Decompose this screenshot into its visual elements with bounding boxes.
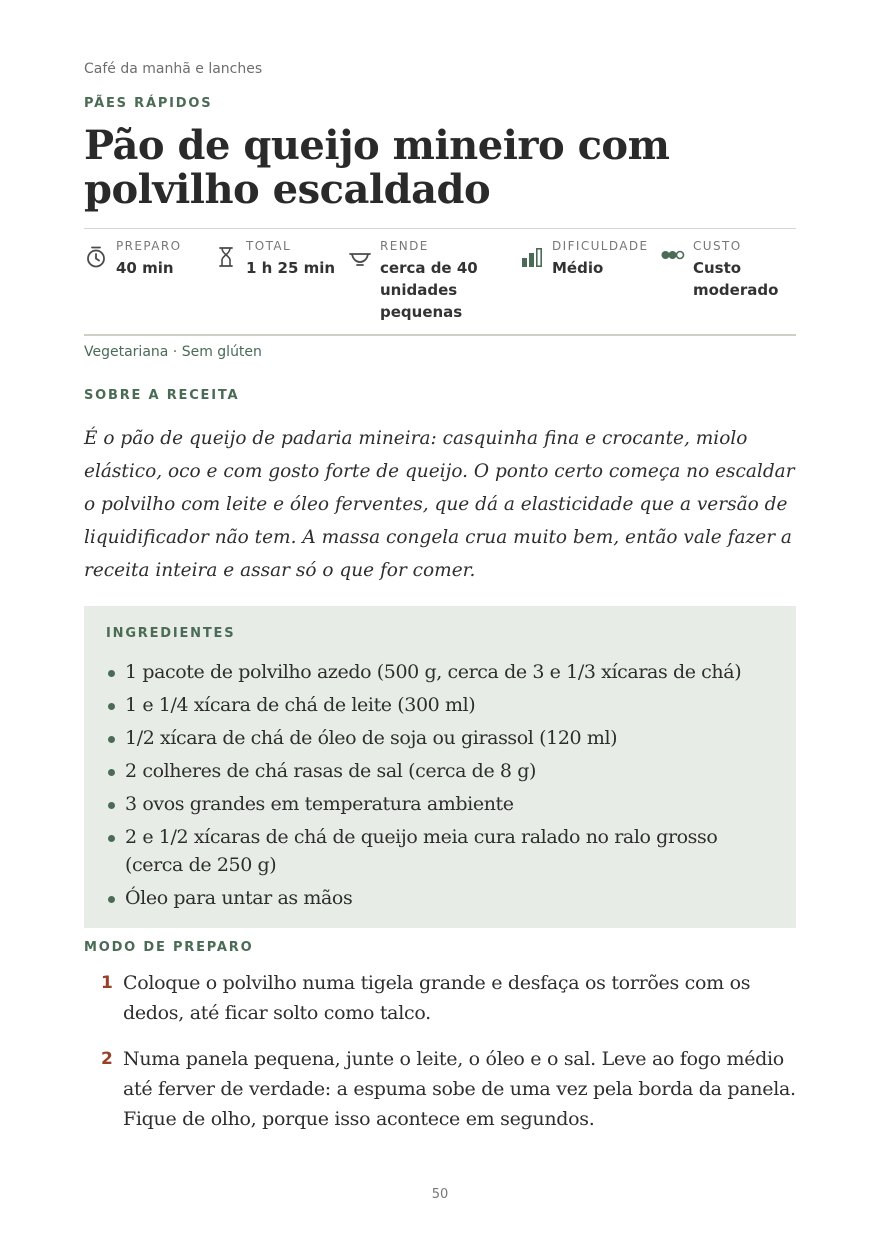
diet-tags: Vegetariana · Sem glúten (84, 344, 262, 360)
meta-label: RENDE (380, 239, 429, 253)
bullet (108, 736, 115, 743)
method-step (84, 968, 796, 1028)
ingredients-box (84, 606, 796, 928)
ingredient-text: 3 ovos grandes em temperatura ambiente (125, 793, 514, 815)
page-number: 50 (431, 1187, 449, 1202)
ingredient-item (106, 757, 778, 785)
bowl-icon (348, 245, 372, 269)
bullet (108, 802, 115, 809)
method-steps (84, 968, 796, 1150)
ingredients-heading: INGREDIENTES (106, 626, 236, 641)
recipe-meta-bar (84, 228, 796, 336)
ingredient-item (106, 691, 778, 719)
recipe-title: Pão de queijo mineiro com polvilho escaldado (84, 122, 670, 213)
method-heading: MODO DE PREPARO (84, 940, 254, 955)
bullet (108, 835, 115, 842)
meta-value: Custo moderado (693, 259, 779, 299)
ingredient-item (106, 823, 778, 879)
step-text: Coloque o polvilho numa tigela grande e desfaça os torrões com os dedos, até ficar solto como talco. (123, 972, 751, 1024)
step-number: 2 (101, 1049, 113, 1069)
bullet (108, 896, 115, 903)
about-heading: SOBRE A RECEITA (84, 388, 240, 403)
ingredient-text: 2 colheres de chá rasas de sal (cerca de 8 g) (125, 760, 537, 782)
hourglass-icon (214, 245, 238, 269)
meta-label: PREPARO (116, 239, 182, 253)
ingredient-text: 1/2 xícara de chá de óleo de soja ou girassol (120 ml) (125, 727, 618, 749)
ingredient-item (106, 884, 778, 912)
ingredient-item (106, 790, 778, 818)
meta-label: CUSTO (693, 239, 742, 253)
meta-value: cerca de 40 unidades pequenas (380, 259, 478, 321)
meta-value: 1 h 25 min (246, 259, 336, 277)
meta-value: 40 min (116, 259, 174, 277)
difficulty-bars-icon (520, 245, 544, 269)
method-step (84, 1044, 796, 1134)
bullet (108, 769, 115, 776)
clock-icon (84, 245, 108, 269)
ingredient-text: 1 e 1/4 xícara de chá de leite (300 ml) (125, 694, 476, 716)
step-text: Numa panela pequena, junte o leite, o óleo e o sal. Leve ao fogo médio até ferver de verdade: a espuma sobe de uma vez pela borda da panela. Fique de olho, porque isso acontece em segundos. (123, 1048, 796, 1130)
chapter-header: Café da manhã e lanches (84, 61, 263, 77)
ingredient-item (106, 724, 778, 752)
ingredient-text: 2 e 1/2 xícaras de chá de queijo meia cura ralado no ralo grosso (cerca de 250 g) (125, 826, 718, 876)
about-text: É o pão de queijo de padaria mineira: casquinha fina e crocante, miolo elástico, oco e com gosto forte de queijo. O ponto certo começa no escaldar o polvilho com leite e óleo ferventes, que dá a elasticidade que a versão de liquidificador não tem. A massa congela crua muito bem, então vale fazer a receita inteira e assar só o que for comer. (84, 428, 795, 581)
bullet (108, 703, 115, 710)
cost-dots-icon (661, 245, 685, 269)
meta-label: TOTAL (246, 239, 292, 253)
section-kicker: PÃES RÁPIDOS (84, 96, 213, 111)
bullet (108, 670, 115, 677)
ingredient-text: Óleo para untar as mãos (125, 887, 353, 909)
ingredient-text: 1 pacote de polvilho azedo (500 g, cerca de 3 e 1/3 xícaras de chá) (125, 661, 742, 683)
ingredients-list (106, 658, 778, 917)
meta-value: Médio (552, 259, 604, 277)
meta-label: DIFICULDADE (552, 239, 649, 253)
ingredient-item (106, 658, 778, 686)
step-number: 1 (101, 973, 113, 993)
